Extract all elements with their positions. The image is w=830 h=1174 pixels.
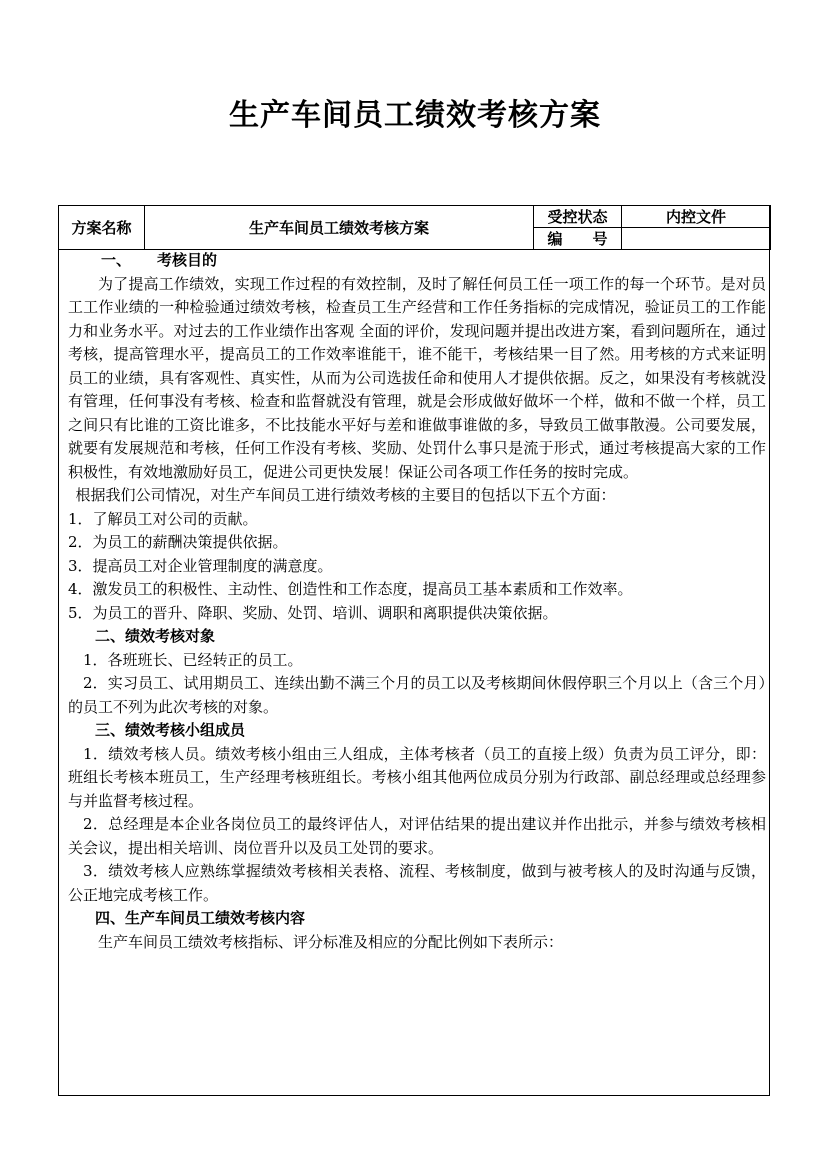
document-body [68, 249, 766, 954]
section-3-item-2: 2．总经理是本企业各岗位员工的最终评估人，对评估结果的提出建议并作出批示，并参与绩效考核相关会议，提出相关培训、岗位晋升以及员工处罚的要求。 [68, 815, 766, 857]
section-1-heading [68, 249, 766, 273]
scheme-name-label: 方案名称 [59, 206, 145, 250]
document-title: 生产车间员工绩效考核方案 [229, 98, 601, 133]
section-2-item-2: 2．实习员工、试用期员工、连续出勤不满三个月的员工以及考核期间休假停职三个月以上（含三个月）的员工不列为此次考核的对象。 [68, 674, 766, 716]
section-1-number: 一、 [101, 251, 132, 269]
section-1-item-2: 2．为员工的薪酬决策提供依据。 [68, 533, 288, 551]
section-2-item-1: 1．各班班长、已经转正的员工。 [83, 650, 303, 669]
section-1-item-1: 1．了解员工对公司的贡献。 [68, 509, 258, 528]
section-2-heading: 二、绩效考核对象 [95, 627, 216, 645]
section-1-title: 考核目的 [157, 251, 218, 269]
control-status-label: 受控状态 [534, 206, 622, 228]
section-4-heading: 四、生产车间员工绩效考核内容 [95, 909, 306, 927]
document-number-label: 编 号 [534, 228, 622, 250]
scheme-name-value: 生产车间员工绩效考核方案 [145, 206, 534, 250]
section-1-item-3: 3．提高员工对企业管理制度的满意度。 [68, 556, 333, 575]
section-1-paragraph: 为了提高工作绩效，实现工作过程的有效控制，及时了解任何员工任一项工作的每一个环节。是对员工工作业绩的一种检验通过绩效考核，检查员工生产经营和工作任务指标的完成情况，验证员工的工作能力和业务水平。对过去的工作业绩作出客观 全面的评价，发现问题并提出改进方案，看到问题所在，通过考核，提高管理水平，提高员工的工作效率谁能干，谁不能干，考核结果一目了然。用考核的方式来证明员工的业绩，具有客观性、真实性，从而为公司选拔任命和使用人才提供依据。反之，如果没有考核就没有管理，任何事没有考核、检查和监督就没有管理，就是会形成做好做坏一个样，做和不做一个样，员工之间只有比谁的工资比谁多，不比技能水平好与差和谁做事谁做的多，导致员工做事散漫。公司要发展，就要有发展规范和考核，任何工作没有考核、奖励、处罚什么事只是流于形式，通过考核提高大家的工作积极性，有效地激励好员工，促进公司更快发展！保证公司各项工作任务的按时完成。 [68, 274, 766, 481]
document-number-value [622, 228, 771, 250]
section-3-item-3: 3．绩效考核人应熟练掌握绩效考核相关表格、流程、考核制度，做到与被考核人的及时沟通与反馈，公正地完成考核工作。 [68, 862, 766, 904]
section-1-intro: 根据我们公司情况，对生产车间员工进行绩效考核的主要目的包括以下五个方面： [75, 486, 616, 504]
header-table [58, 205, 771, 250]
section-3-heading: 三、绩效考核小组成员 [95, 721, 246, 739]
section-3-item-1: 1．绩效考核人员。绩效考核小组由三人组成，主体考核者（员工的直接上级）负责为员工评分，即：班组长考核本班员工，生产经理考核班组长。考核小组其他两位成员分别为行政部、副总经理或总经理参与并监督考核过程。 [68, 744, 766, 810]
control-status-value: 内控文件 [622, 206, 771, 228]
section-4-paragraph: 生产车间员工绩效考核指标、评分标准及相应的分配比例如下表所示： [98, 932, 564, 951]
section-1-item-5: 5．为员工的晋升、降职、奖励、处罚、培训、调职和离职提供决策依据。 [68, 603, 558, 622]
section-1-item-4: 4．激发员工的积极性、主动性、创造性和工作态度，提高员工基本素质和工作效率。 [68, 580, 633, 598]
